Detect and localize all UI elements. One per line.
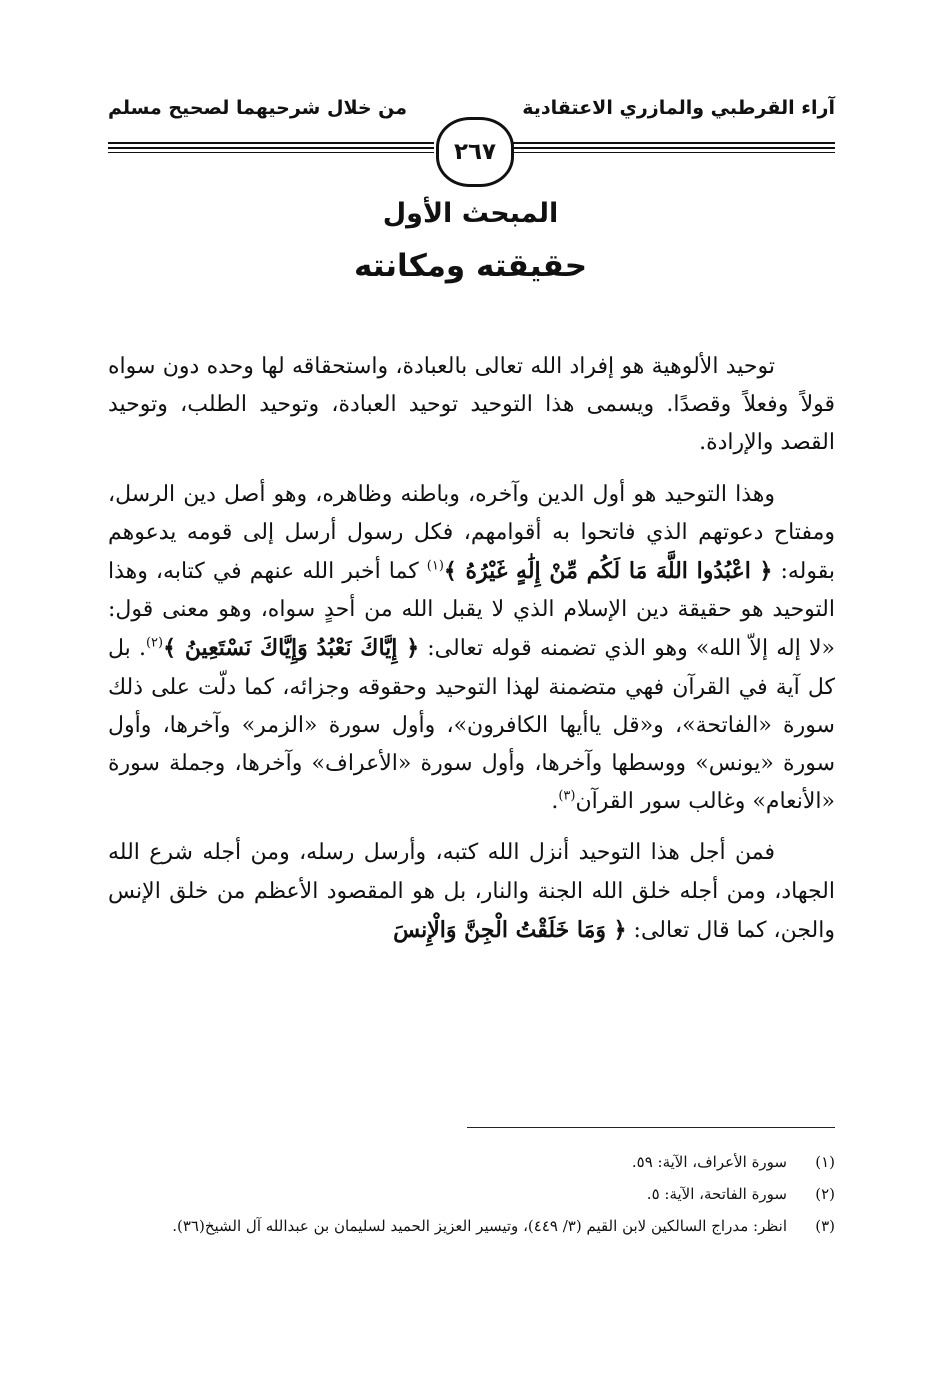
- header-rule-left: [108, 142, 434, 154]
- footnote-text: سورة الأعراف، الآية: ٥٩.: [631, 1153, 787, 1171]
- footnote-ref-1[interactable]: (١): [426, 558, 444, 574]
- paragraph-2: [108, 476, 835, 822]
- paragraph-2-text-d: .: [551, 789, 559, 815]
- paragraph-2-text-b: كما أخبر الله عنهم في كتابه، وهذا التوحيد هو حقيقة دين الإسلام الذي لا يقبل الله من أحدٍ سواه، وهو معنى قول: «لا إله إلاّ الله» وهو الذي تضمنه قوله تعالى:: [108, 559, 836, 662]
- footnote-3: [108, 1212, 835, 1240]
- paragraph-3-text: فمن أجل هذا التوحيد أنزل الله كتبه، وأرسل رسله، ومن أجله شرع الله الجهاد، ومن أجله خلق الله الجنة والنار، بل هو المقصود الأعظم من خلق الإنس والجن، كما قال تعالى:: [108, 840, 835, 943]
- section-subtitle: حقيقته ومكانته: [353, 248, 588, 284]
- footnote-2: [108, 1180, 835, 1208]
- footnote-ref-3[interactable]: (٣): [558, 788, 576, 804]
- page-number: ٢٦٧: [453, 139, 497, 165]
- running-head-book-title: آراء القرطبي والمازري الاعتقادية: [522, 97, 835, 119]
- header-rule-right: [509, 142, 835, 154]
- running-head-subtitle: من خلال شرحيهما لصحيح مسلم: [108, 97, 408, 119]
- paragraph-1: توحيد الألوهية هو إفراد الله تعالى بالعبادة، واستحقاقه لها وحده دون سواه قولاً وفعلاً وقصدًا. ويسمى هذا التوحيد توحيد العبادة، وتوحيد الطلب، وتوحيد القصد والإرادة.: [108, 354, 835, 456]
- footnote-number: (٢): [815, 1185, 835, 1203]
- footnote-separator: [467, 1127, 835, 1128]
- section-title: المبحث الأول: [382, 198, 559, 229]
- main-text: [108, 348, 835, 963]
- footnote-number: (١): [815, 1153, 835, 1171]
- footnote-text: انظر: مدراج السالكين لابن القيم (٣/ ٤٤٩)، وتيسير العزيز الحميد لسليمان بن عبدالله آل الشيخ(٣٦).: [172, 1217, 787, 1235]
- footnote-number: (٣): [815, 1217, 835, 1235]
- footnote-1: [108, 1148, 835, 1176]
- footnote-text: سورة الفاتحة، الآية: ٥.: [646, 1185, 787, 1203]
- paragraph-3: [108, 834, 835, 950]
- page-number-frame: [436, 117, 514, 187]
- quran-verse-1: ﴿ اعْبُدُوا اللَّهَ مَا لَكُم مِّنْ إِلَٰهٍ غَيْرُهُ ﴾: [443, 558, 773, 585]
- paragraph-2-text-a: وهذا التوحيد هو أول الدين وآخره، وباطنه وظاهره، وهو أصل دين الرسل، ومفتاح دعوتهم الذي فاتحوا به أقوامهم، فكل رسول أرسل إلى قومه يدعوهم بقوله:: [108, 481, 835, 585]
- paragraph-2-text-c: . بل كل آية في القرآن فهي متضمنة لهذا التوحيد وحقوقه وجزائه، كما دلّت على ذلك سورة «الفاتحة»، و«قل ياأيها الكافرون»، وأول سورة «الزمر» وآخرها، وأول سورة «يونس» ووسطها وآخرها، وأول سورة «الأعراف» وآخرها، وجملة سورة «الأنعام» وغالب سور القرآن: [108, 636, 835, 815]
- footnote-ref-2[interactable]: (٢): [145, 636, 164, 652]
- quran-verse-3: ﴿ وَمَا خَلَقْتُ الْجِنَّ وَالْإِنسَ: [393, 916, 627, 943]
- quran-verse-2: ﴿ إِيَّاكَ نَعْبُدُ وَإِيَّاكَ نَسْتَعِينُ ﴾: [163, 635, 420, 662]
- footnotes: [108, 1148, 835, 1244]
